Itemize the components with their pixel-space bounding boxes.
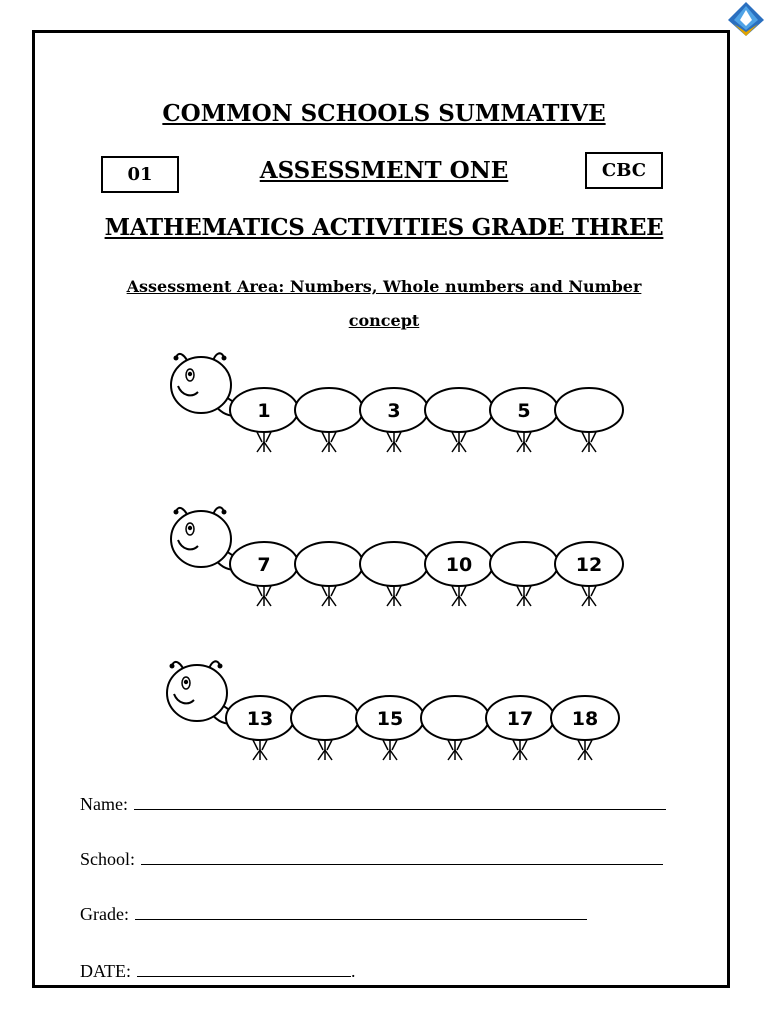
segment-number: 12 [575, 554, 603, 576]
segment-foot [322, 596, 329, 606]
caterpillar-face-icon [167, 665, 227, 721]
segment-foot [517, 442, 524, 452]
segment-foot [394, 596, 401, 606]
name-field[interactable] [80, 791, 666, 815]
caterpillar-body [171, 507, 623, 606]
segment-foot [383, 750, 390, 760]
segment-foot [452, 442, 459, 452]
segment-foot [459, 442, 466, 452]
segment-number: 15 [376, 708, 404, 730]
date-period: . [351, 961, 356, 981]
segment-foot [589, 596, 596, 606]
segment-foot [524, 442, 531, 452]
segment-foot [322, 442, 329, 452]
caterpillar-body [171, 353, 623, 452]
name-label: Name: [80, 794, 128, 814]
school-label: School: [80, 849, 136, 869]
segment-foot [260, 750, 267, 760]
segment-number: 5 [517, 400, 531, 422]
segment-foot [329, 596, 336, 606]
segment-blank-answer[interactable] [441, 400, 477, 420]
name-line[interactable] [134, 791, 666, 810]
segment-foot [585, 750, 592, 760]
segment-blank-answer[interactable] [376, 554, 412, 574]
number-box: 01 [101, 156, 179, 193]
segment-foot [513, 750, 520, 760]
segment-foot [589, 442, 596, 452]
segment-foot [459, 596, 466, 606]
segment-foot [253, 750, 260, 760]
segment-blank-answer[interactable] [571, 400, 607, 420]
segment-foot [452, 596, 459, 606]
assessment-area [60, 270, 708, 338]
segment-foot [387, 442, 394, 452]
title-line-2: ASSESSMENT ONE [259, 157, 509, 184]
pupil [188, 372, 192, 376]
segment-number: 17 [506, 708, 534, 730]
segment-foot [257, 442, 264, 452]
school-line[interactable] [141, 846, 663, 865]
caterpillar-face-icon [171, 357, 231, 413]
caterpillar-2 [0, 494, 768, 624]
school-field[interactable] [80, 846, 663, 870]
segment-foot [264, 442, 271, 452]
segment-foot [520, 750, 527, 760]
grade-field[interactable] [80, 901, 587, 925]
date-label: DATE: [80, 961, 131, 981]
segment-blank-answer[interactable] [506, 554, 542, 574]
caterpillar-body [167, 661, 619, 760]
assessment-area-line-2: concept [348, 311, 420, 330]
segment-foot [582, 596, 589, 606]
segment-foot [318, 750, 325, 760]
title-line-3: MATHEMATICS ACTIVITIES GRADE THREE [104, 214, 664, 241]
cbc-box: CBC [585, 152, 663, 189]
antenna-tip [174, 510, 179, 515]
pupil [188, 526, 192, 530]
antenna-tip [222, 510, 227, 515]
caterpillar-face-icon [171, 511, 231, 567]
segment-foot [329, 442, 336, 452]
date-line[interactable] [137, 958, 351, 977]
segment-blank-answer[interactable] [307, 708, 343, 728]
blue-diamond-logo-icon [724, 0, 768, 38]
segment-foot [578, 750, 585, 760]
antenna-tip [174, 356, 179, 361]
antenna-tip [222, 356, 227, 361]
grade-label: Grade: [80, 904, 129, 924]
segment-blank-answer[interactable] [311, 400, 347, 420]
caterpillar-3 [0, 648, 768, 778]
segment-number: 13 [246, 708, 274, 730]
antenna-tip [170, 664, 175, 669]
segment-foot [582, 442, 589, 452]
caterpillar-1 [0, 340, 768, 470]
segment-foot [264, 596, 271, 606]
segment-foot [387, 596, 394, 606]
segment-number: 10 [445, 554, 473, 576]
segment-number: 3 [387, 400, 401, 422]
segment-number: 1 [257, 400, 271, 422]
segment-foot [325, 750, 332, 760]
segment-foot [455, 750, 462, 760]
date-field[interactable] [80, 958, 356, 982]
segment-foot [257, 596, 264, 606]
segment-foot [394, 442, 401, 452]
segment-foot [448, 750, 455, 760]
segment-foot [524, 596, 531, 606]
segment-foot [517, 596, 524, 606]
segment-foot [390, 750, 397, 760]
title-line-1: COMMON SCHOOLS SUMMATIVE [162, 100, 606, 127]
segment-blank-answer[interactable] [437, 708, 473, 728]
segment-blank-answer[interactable] [311, 554, 347, 574]
assessment-area-line-1: Assessment Area: Numbers, Whole numbers and Number [126, 277, 642, 296]
pupil [184, 680, 188, 684]
grade-line[interactable] [135, 901, 587, 920]
segment-number: 18 [571, 708, 599, 730]
antenna-tip [218, 664, 223, 669]
segment-number: 7 [257, 554, 271, 576]
